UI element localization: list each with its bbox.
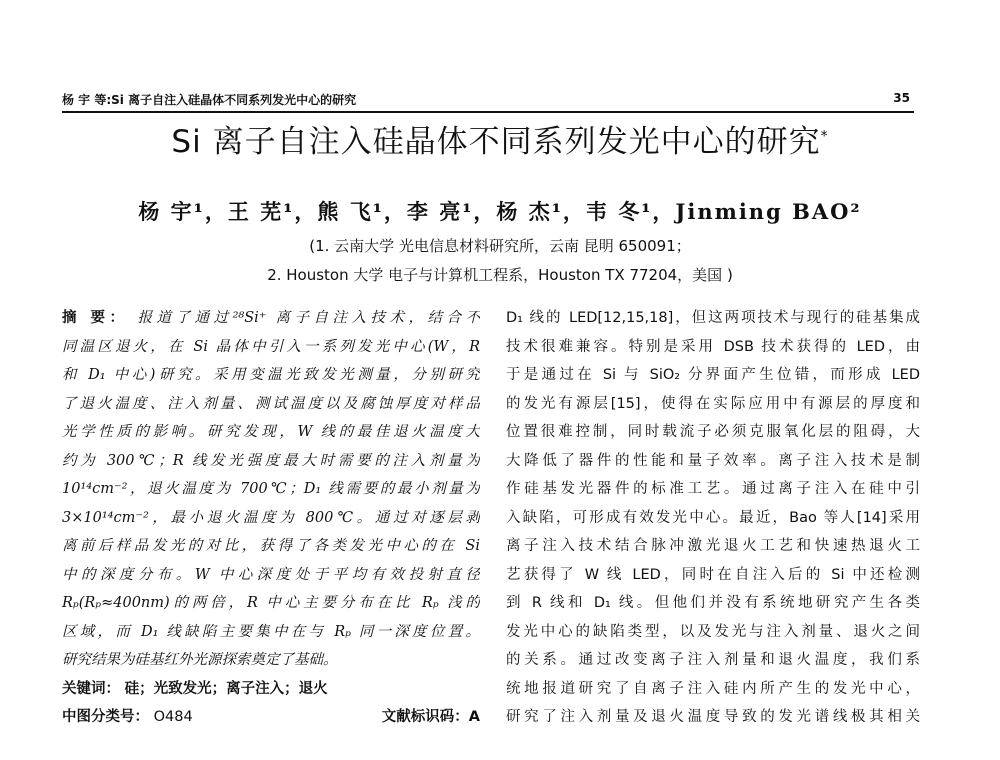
author-list: 杨 宇¹，王 芜¹，熊 飞¹，李 亮¹，杨 杰¹，韦 冬¹，Jinming BAO² [138, 199, 862, 224]
body-line: 作硅基发光器件的标准工艺。通过离子注入在硅中引 [506, 481, 920, 497]
abstract-line: 区域，而 D₁ 线缺陷主要集中在与 Rₚ 同一深度位置。 [62, 623, 480, 640]
abstract-line: 研究结果为硅基红外光源探索奠定了基础。 [62, 652, 338, 668]
page-number: 35 [893, 91, 910, 105]
affiliation-1: (1. 云南大学 光电信息材料研究所，云南 昆明 650091； [309, 237, 691, 255]
body-line: 离子注入技术结合脉冲激光退火工艺和快速热退火工 [506, 538, 920, 554]
paper-title [0, 116, 1000, 161]
classification-row [62, 703, 480, 732]
abstract-line: 10¹⁴cm⁻²，退火温度为 700℃；D₁ 线需要的最小剂量为 [62, 481, 480, 497]
document-code: 文献标识码：A [381, 709, 480, 725]
abstract-line: 离前后样品发光的对比，获得了各类发光中心的在 Si [62, 538, 480, 554]
body-line: 统地报道研究了自离子注入硅内所产生的发光中心， [506, 680, 920, 697]
clc-value: O484 [153, 709, 193, 725]
running-title: 杨 宇 等:Si 离子自注入硅晶体不同系列发光中心的研究 [62, 93, 357, 107]
body-line: 位置很难控制，同时载流子必须克服氧化层的阻碍，大 [506, 424, 920, 440]
running-header [62, 91, 914, 113]
abstract-line: 约为 300℃；R 线发光强度最大时需要的注入剂量为 [62, 452, 480, 469]
abstract-line: 3×10¹⁴cm⁻²，最小退火温度为 800℃。通过对逐层剥 [62, 509, 480, 526]
title-footnote-mark: * [820, 128, 829, 145]
body-line: 于是通过在 Si 与 SiO₂ 分界面产生位错，而形成 LED [506, 367, 920, 383]
body-line: 研究了注入剂量及退火温度导致的发光谱线极其相关 [506, 709, 920, 725]
paper-title-text: Si 离子自注入硅晶体不同系列发光中心的研究 [171, 124, 821, 160]
keywords-text: 硅；光致发光；离子注入；退火 [124, 680, 328, 697]
body-line: 的发光有源层[15]，使得在实际应用中有源层的厚度和 [506, 395, 920, 412]
abstract-line: 光学性质的影响。研究发现，W 线的最佳退火温度大 [62, 424, 480, 440]
body-line: 技术很难兼容。特别是采用 DSB 技术获得的 LED，由 [506, 338, 920, 355]
affiliation-2: 2. Houston 大学 电子与计算机工程系，Houston TX 77204，美国 ) [267, 266, 733, 284]
abstract-label: 摘 要： [62, 310, 129, 326]
body-line: 入缺陷，可形成有效发光中心。最近，Bao 等人[14]采用 [506, 509, 920, 526]
body-line: 艺获得了 W 线 LED，同时在自注入后的 Si 中还检测 [506, 566, 920, 583]
body-line: 大降低了器件的性能和量子效率。离子注入技术是制 [506, 452, 920, 469]
abstract-line: 同温区退火，在 Si 晶体中引入一系列发光中心(W，R [62, 338, 480, 355]
body-column-right [506, 304, 920, 732]
keywords-label: 关键词： [62, 680, 120, 697]
clc-label: 中图分类号： [62, 709, 149, 725]
abstract-column [62, 304, 480, 732]
body-line: 发光中心的缺陷类型，以及发光与注入剂量、退火之间 [506, 623, 920, 640]
body-line: 到 R 线和 D₁ 线。但他们并没有系统地研究产生各类 [506, 595, 920, 611]
abstract-line: 中的深度分布。W 中心深度处于平均有效投射直径 [62, 566, 480, 583]
abstract-line: Rₚ(Rₚ≈400nm)的两倍，R 中心主要分布在比 Rₚ 浅的 [62, 595, 480, 611]
body-line: 的关系。通过改变离子注入剂量和退火温度，我们系 [506, 652, 920, 668]
abstract-line: 报道了通过²⁸Si⁺ 离子自注入技术，结合不 [137, 310, 480, 326]
abstract-line: 和 D₁ 中心)研究。采用变温光致发光测量，分别研究 [62, 367, 480, 383]
abstract-line: 了退火温度、注入剂量、测试温度以及腐蚀厚度对样品 [62, 395, 480, 412]
body-line: D₁ 线的 LED[12,15,18]，但这两项技术与现行的硅基集成 [506, 310, 920, 326]
